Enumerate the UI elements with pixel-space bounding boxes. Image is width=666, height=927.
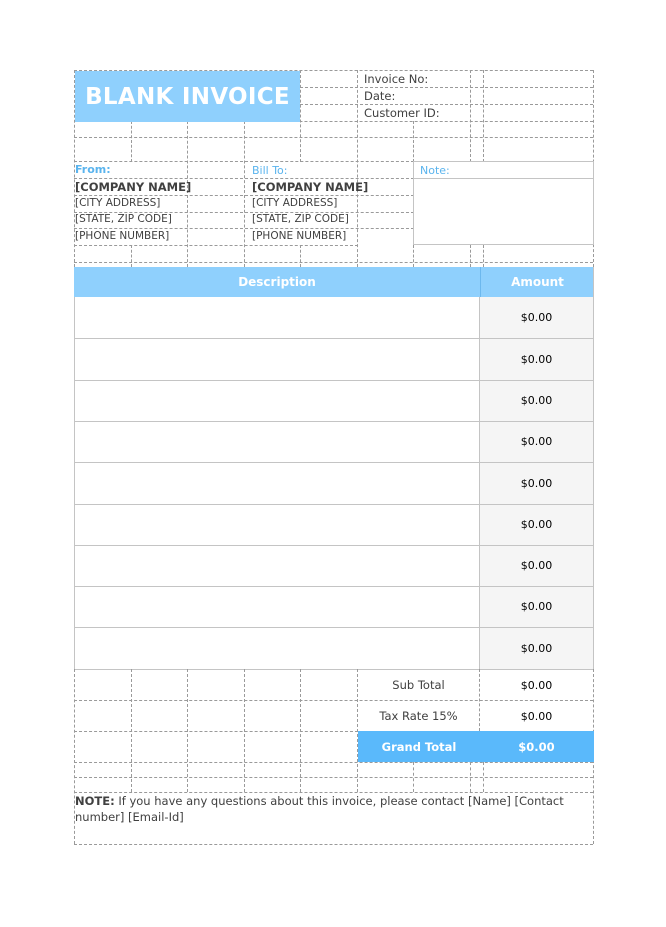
from-state-zip[interactable]: [STATE, ZIP CODE] (75, 213, 172, 225)
footer-note-text: If you have any questions about this invoice, please contact [Name] [Contact number] [Email-Id] (75, 794, 564, 824)
description-cell[interactable] (75, 504, 479, 545)
column-header-amount: Amount (480, 267, 594, 297)
invoice-title: BLANK INVOICE (75, 71, 300, 122)
amount-cell[interactable]: $0.00 (480, 297, 593, 338)
subtotal-label: Sub Total (392, 678, 445, 692)
amount-cell[interactable]: $0.00 (480, 338, 593, 380)
customer-id-label: Customer ID: (364, 106, 440, 120)
bill-to-label: Bill To: (252, 164, 288, 177)
invoice-no-field[interactable] (484, 71, 592, 87)
customer-id-field[interactable] (484, 105, 592, 121)
footer-note (75, 793, 593, 825)
description-cell[interactable] (75, 627, 479, 669)
description-cell[interactable] (75, 297, 479, 338)
footer-note-prefix: NOTE: (75, 794, 115, 808)
bill-to-phone-number[interactable]: [PHONE NUMBER] (252, 230, 347, 242)
amount-cell[interactable]: $0.00 (480, 380, 593, 421)
description-cell[interactable] (75, 338, 479, 380)
date-label: Date: (364, 89, 396, 103)
description-cell[interactable] (75, 545, 479, 586)
amount-cell[interactable]: $0.00 (480, 462, 593, 504)
tax-value: $0.00 (520, 709, 553, 723)
subtotal-value: $0.00 (520, 678, 553, 692)
description-cell[interactable] (75, 462, 479, 504)
from-phone-number[interactable]: [PHONE NUMBER] (75, 230, 170, 242)
description-cell[interactable] (75, 586, 479, 627)
from-city-address[interactable]: [CITY ADDRESS] (75, 197, 161, 209)
tax-rate-label: Tax Rate 15% (379, 709, 458, 723)
grand-total-label: Grand Total (358, 731, 480, 762)
amount-cell[interactable]: $0.00 (480, 545, 593, 586)
description-cell[interactable] (75, 380, 479, 421)
date-field[interactable] (484, 88, 592, 104)
from-company-name[interactable]: [COMPANY NAME] (75, 180, 192, 194)
note-textarea[interactable] (414, 179, 593, 244)
column-header-description: Description (74, 267, 480, 297)
from-label: From: (75, 163, 111, 176)
amount-cell[interactable]: $0.00 (480, 421, 593, 462)
amount-cell[interactable]: $0.00 (480, 627, 593, 669)
bill-to-city-address[interactable]: [CITY ADDRESS] (252, 197, 338, 209)
bill-to-company-name[interactable]: [COMPANY NAME] (252, 180, 369, 194)
bill-to-state-zip[interactable]: [STATE, ZIP CODE] (252, 213, 349, 225)
amount-cell[interactable]: $0.00 (480, 504, 593, 545)
note-label: Note: (420, 164, 450, 177)
description-cell[interactable] (75, 421, 479, 462)
invoice-no-label: Invoice No: (364, 72, 429, 86)
grand-total-value: $0.00 (479, 731, 594, 762)
amount-cell[interactable]: $0.00 (480, 586, 593, 627)
